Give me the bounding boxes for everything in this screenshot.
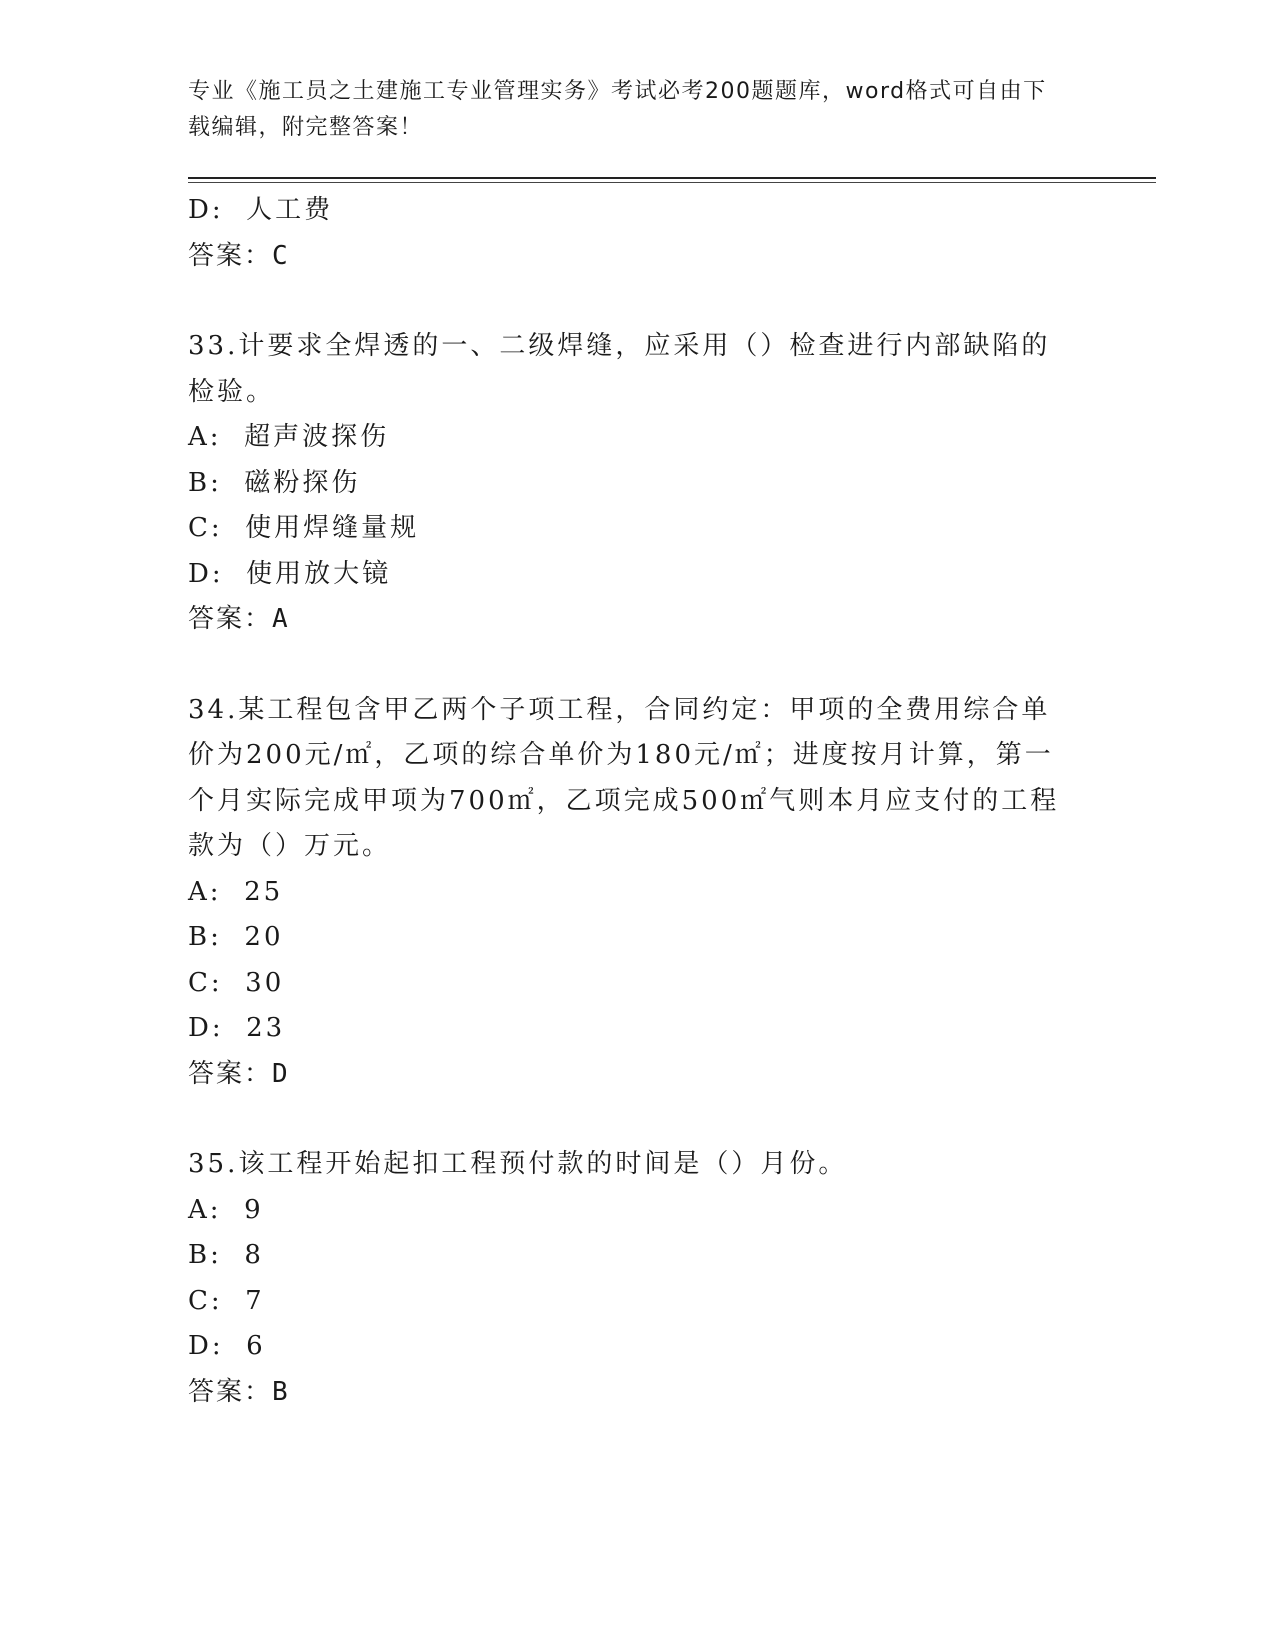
answer-label: 答案： (188, 1376, 273, 1407)
option-d: D: 使用放大镜 (188, 558, 392, 589)
option-a: A: 25 (188, 876, 284, 907)
answer-label: 答案： (188, 1058, 273, 1089)
header-rule-thick (188, 177, 1156, 179)
option-d: D: 人工费 (188, 195, 334, 225)
document-title: 专业《施工员之土建施工专业管理实务》考试必考200题题库，word格式可自由下载编辑，附完整答案！ (188, 79, 1047, 140)
answer-label: 答案： (188, 604, 273, 634)
header-rule-thin (188, 182, 1156, 183)
question-stem: 33.计要求全焊透的一、二级焊缝，应采用（）检查进行内部缺陷的检验。 (188, 331, 1051, 407)
option-d: D: 23 (188, 1013, 286, 1043)
option-c: C: 30 (188, 967, 285, 998)
answer-line (188, 1052, 1078, 1098)
answer-value: C (272, 240, 290, 271)
answer-value: B (272, 1376, 290, 1407)
option-b: B: 8 (188, 1240, 264, 1270)
option-a: A: 9 (188, 1194, 264, 1225)
option-c: C: 7 (188, 1285, 265, 1316)
answer-value: A (272, 604, 290, 634)
question-stem: 35.该工程开始起扣工程预付款的时间是（）月份。 (188, 1149, 848, 1179)
spacer (188, 643, 1078, 688)
question-stem: 34.某工程包含甲乙两个子项工程，合同约定：甲项的全费用综合单价为200元/㎡，乙项的综合单价为180元/㎡；进度按月计算，第一个月实际完成甲项为700㎡，乙项完成500㎡气则本月应支付的工程款为（）万元。 (188, 694, 1060, 861)
option-c: C: 使用焊缝量规 (188, 513, 420, 543)
document-body (188, 188, 1078, 1415)
answer-line (188, 597, 1078, 643)
spacer (188, 279, 1078, 324)
option-b: B: 磁粉探伤 (188, 467, 361, 498)
spacer (188, 1097, 1078, 1142)
answer-line (188, 1370, 1078, 1416)
option-b: B: 20 (188, 922, 284, 952)
answer-line (188, 234, 1078, 280)
answer-label: 答案： (188, 240, 273, 271)
answer-value: D (272, 1058, 290, 1089)
page-header (188, 74, 1068, 146)
option-d: D: 6 (188, 1331, 266, 1361)
option-a: A: 超声波探伤 (188, 422, 390, 452)
